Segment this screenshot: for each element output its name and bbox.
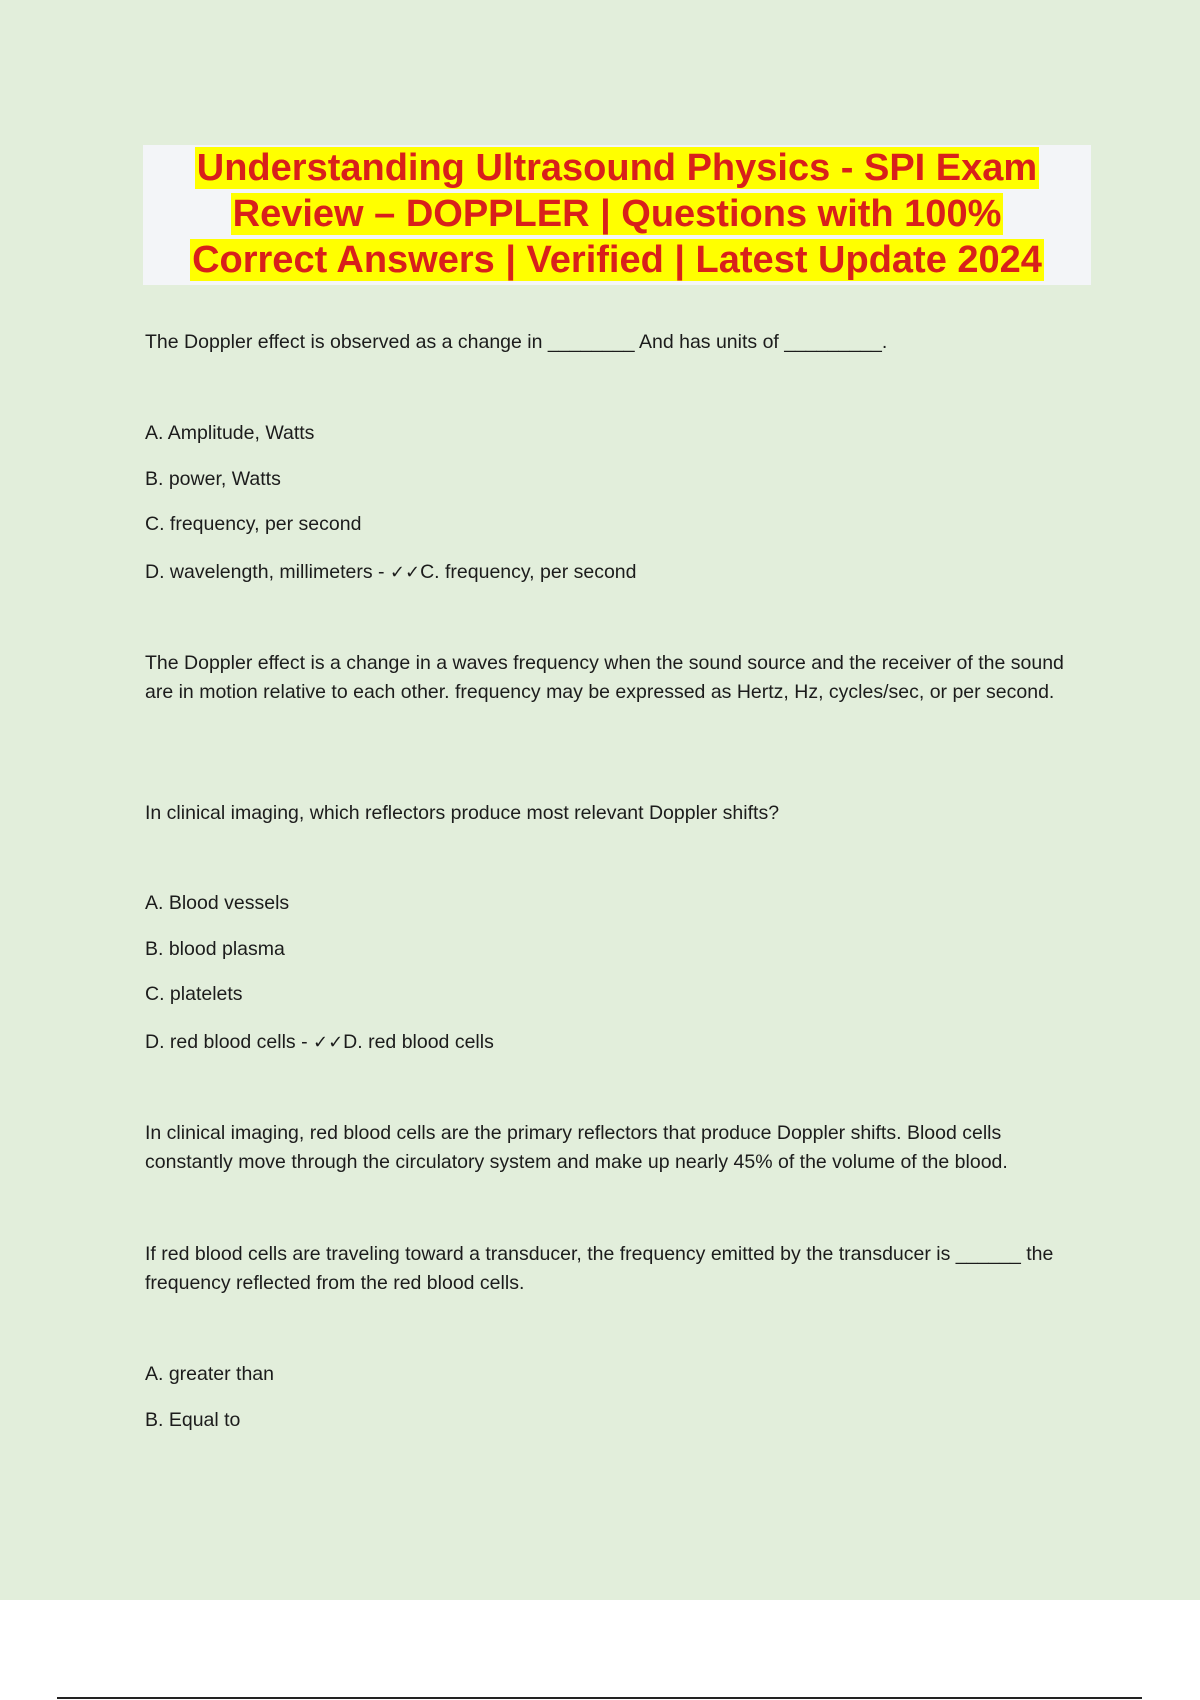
question-2-text: In clinical imaging, which reflectors produce most relevant Doppler shifts? xyxy=(145,802,780,824)
question-1-option-b: B. power, Watts xyxy=(145,468,281,490)
question-1-option-d-answer xyxy=(145,558,637,587)
footer-rule xyxy=(57,1697,1142,1699)
question-3-option-a: A. greater than xyxy=(145,1363,274,1385)
checkmark-icon: ✓✓ xyxy=(313,1032,344,1053)
question-3-text: If red blood cells are traveling toward a transducer, the frequency emitted by the transducer is ______ the frequency reflected from the red blood cells. xyxy=(145,1243,1054,1294)
question-2-option-a: A. Blood vessels xyxy=(145,892,290,914)
title-line-1: Understanding Ultrasound Physics - SPI Exam xyxy=(196,147,1038,189)
question-1-explanation: The Doppler effect is a change in a waves frequency when the sound source and the receiver of the sound are in motion relative to each other. frequency may be expressed as Hertz, Hz, cycles/sec, or per second. xyxy=(145,652,1064,703)
title-banner xyxy=(143,145,1091,285)
question-1-text: The Doppler effect is observed as a change in ________ And has units of _________. xyxy=(145,331,888,353)
question-1-option-a: A. Amplitude, Watts xyxy=(145,422,315,444)
title-line-2: Review – DOPPLER | Questions with 100% xyxy=(232,193,1002,235)
question-2-option-c: C. platelets xyxy=(145,983,243,1005)
title-line-3: Correct Answers | Verified | Latest Update 2024 xyxy=(192,239,1042,281)
question-2-option-d-answer xyxy=(145,1028,494,1057)
question-1-answer: C. frequency, per second xyxy=(420,561,637,583)
question-2-explanation: In clinical imaging, red blood cells are the primary reflectors that produce Doppler shifts. Blood cells constantly move through the circulatory system and make up nearly 45% of the volume of the blood. xyxy=(145,1122,1008,1173)
question-1-option-d: D. wavelength, millimeters - xyxy=(145,561,390,583)
question-1-option-c: C. frequency, per second xyxy=(145,513,362,535)
question-2-answer: D. red blood cells xyxy=(343,1031,494,1053)
question-3-option-b: B. Equal to xyxy=(145,1409,241,1431)
document-title xyxy=(143,145,1091,283)
checkmark-icon: ✓✓ xyxy=(389,562,421,583)
question-2-option-d: D. red blood cells - xyxy=(145,1031,313,1053)
question-2-option-b: B. blood plasma xyxy=(145,938,285,960)
